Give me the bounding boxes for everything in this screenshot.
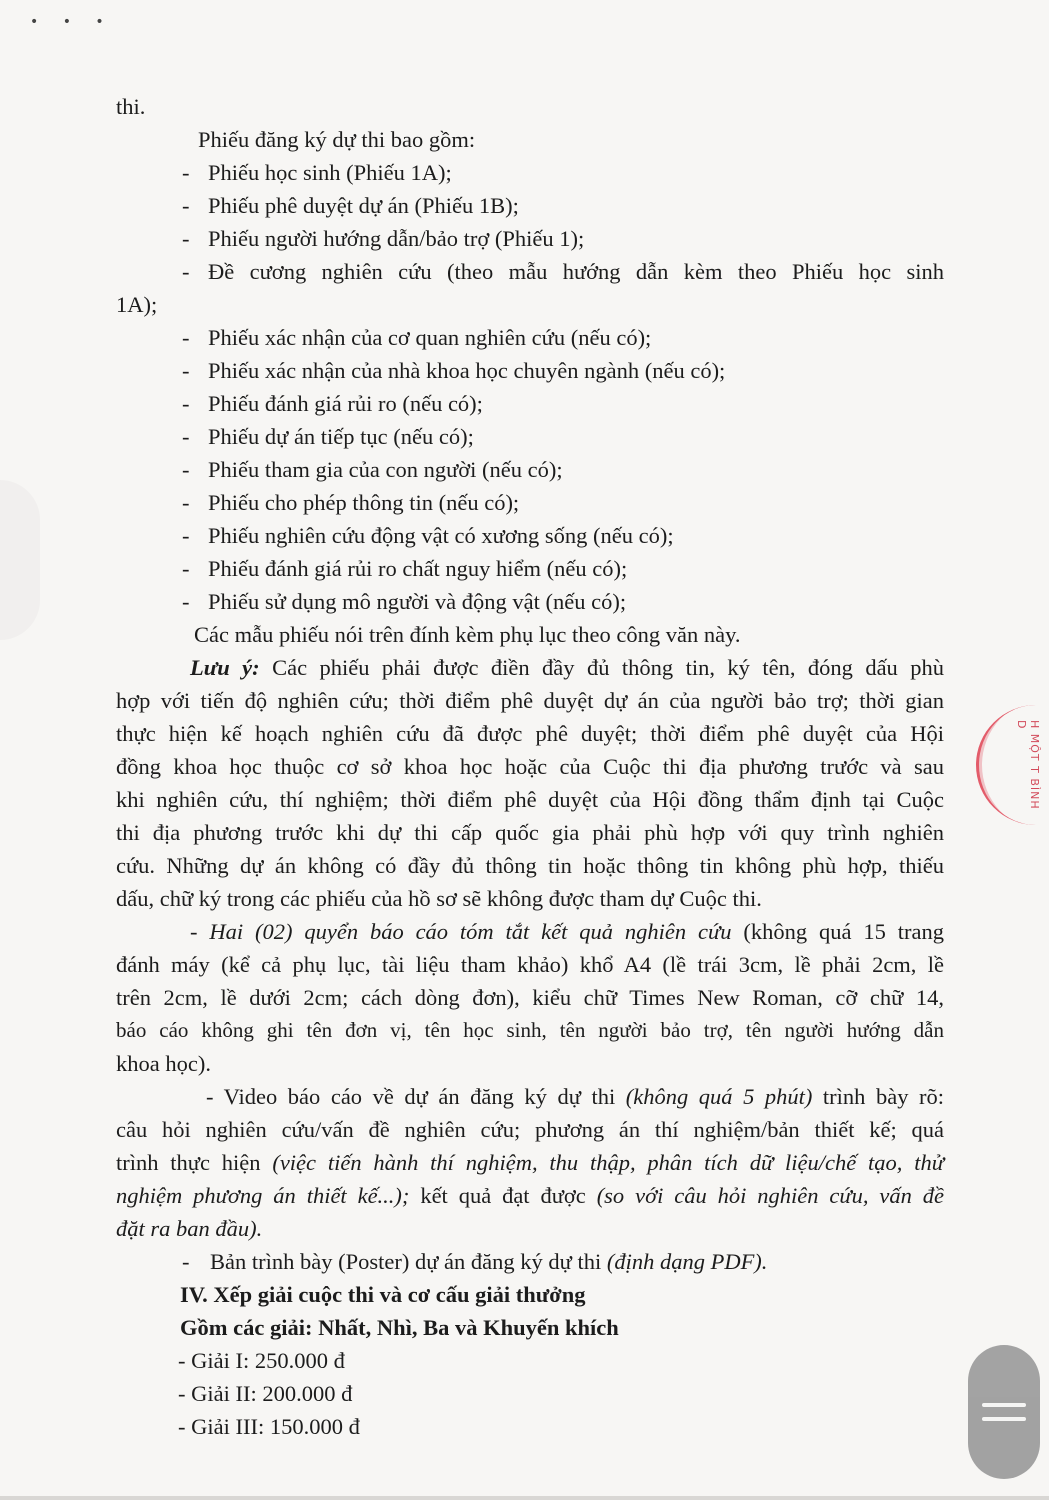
prize-item: - Giải I: 250.000 đ (178, 1348, 345, 1373)
list-item: - Phiếu xác nhận của nhà khoa học chuyên ngành (nếu có); (182, 358, 726, 383)
text-line: 1A); (116, 292, 158, 317)
page-shadow (0, 480, 40, 640)
section-heading: IV. Xếp giải cuộc thi và cơ cấu giải thưởng (180, 1282, 586, 1307)
prize-item: - Giải III: 150.000 đ (178, 1414, 360, 1439)
list-item: - Phiếu nghiên cứu động vật có xương sống (nếu có); (182, 523, 674, 548)
list-item: - Phiếu dự án tiếp tục (nếu có); (182, 424, 474, 449)
text-line: khoa học). (116, 1051, 211, 1076)
text-line: nghiệm phương án thiết kế...); kết quả đạt được (so với câu hỏi nghiên cứu, vấn đề (116, 1183, 945, 1208)
document-body (116, 90, 944, 1443)
text-line: đánh máy (kể cả phụ lục, tài liệu tham khảo) khổ A4 (lề trái 3cm, lề phải 2cm, lề (116, 952, 944, 977)
list-item: - Phiếu học sinh (Phiếu 1A); (182, 160, 452, 185)
list-item: - Phiếu tham gia của con người (nếu có); (182, 457, 563, 482)
text-line: hợp với tiến độ nghiên cứu; thời điểm phê duyệt dự án của người bảo trợ; thời gian (116, 688, 944, 713)
poster-item: - Bản trình bày (Poster) dự án đăng ký dự thi (định dạng PDF). (182, 1249, 768, 1274)
text-line: trên 2cm, lề dưới 2cm; cách dòng đơn), kiểu chữ Times New Roman, cỡ chữ 14, (116, 985, 944, 1010)
text-line: dấu, chữ ký trong các phiếu của hồ sơ sẽ không được tham dự Cuộc thi. (116, 886, 762, 911)
list-item: - Phiếu người hướng dẫn/bảo trợ (Phiếu 1); (182, 226, 585, 251)
page-bottom-edge (0, 1496, 1049, 1500)
text-line: Phiếu đăng ký dự thi bao gồm: (198, 127, 476, 152)
text-line: đồng khoa học thuộc cơ sở khoa học hoặc của Cuộc thi địa phương trước và sau (116, 754, 944, 779)
prize-item: - Giải II: 200.000 đ (178, 1381, 353, 1406)
menu-icon (982, 1403, 1026, 1407)
text-line: cứu. Những dự án không có đầy đủ thông tin hoặc thông tin không phù hợp, thiếu (116, 853, 944, 878)
stamp-text: H MỘT T BÌNH D (1015, 720, 1041, 810)
list-item: - Phiếu sử dụng mô người và động vật (nếu có); (182, 589, 627, 614)
text-line: báo cáo không ghi tên đơn vị, tên học sinh, tên người bảo trợ, tên người hướng dẫn (116, 1018, 944, 1042)
list-item: - Phiếu cho phép thông tin (nếu có); (182, 490, 520, 515)
text-line: thi địa phương trước khi dự thi cấp quốc gia phải phù hợp với quy trình nghiên (116, 820, 944, 845)
text-line: trình thực hiện (việc tiến hành thí nghiệm, thu thập, phân tích dữ liệu/chế tạo, thử (116, 1150, 944, 1175)
note-label: Lưu ý: (190, 655, 260, 680)
scan-dots: • • • (30, 14, 114, 30)
text-line: đặt ra ban đầu). (116, 1216, 263, 1241)
list-item: - Phiếu xác nhận của cơ quan nghiên cứu (nếu có); (182, 325, 652, 350)
list-item: - Phiếu đánh giá rủi ro chất nguy hiểm (nếu có); (182, 556, 628, 581)
text-line: thi. (116, 94, 146, 119)
video-paragraph-first: - Video báo cáo về dự án đăng ký dự thi (không quá 5 phút) trình bày rõ: (206, 1084, 944, 1109)
section-subheading: Gồm các giải: Nhất, Nhì, Ba và Khuyến khích (180, 1315, 619, 1340)
menu-floating-button[interactable] (968, 1345, 1040, 1479)
text-line: khi nghiên cứu, thí nghiệm; thời điểm phê duyệt của Hội đồng thẩm định tại Cuộc (116, 787, 944, 812)
list-item: - Đề cương nghiên cứu (theo mẫu hướng dẫn kèm theo Phiếu học sinh (182, 259, 944, 284)
report-paragraph-first: - Hai (02) quyển báo cáo tóm tắt kết quả nghiên cứu (không quá 15 trang (190, 919, 944, 944)
text-line: câu hỏi nghiên cứu/vấn đề nghiên cứu; phương án thí nghiệm/bản thiết kế; quá (116, 1117, 944, 1142)
list-item: - Phiếu phê duyệt dự án (Phiếu 1B); (182, 193, 519, 218)
text-line: thực hiện kế hoạch nghiên cứu đã được phê duyệt; thời điểm phê duyệt của Hội (116, 721, 944, 746)
text-line: Các mẫu phiếu nói trên đính kèm phụ lục theo công văn này. (194, 622, 741, 647)
list-item: - Phiếu đánh giá rủi ro (nếu có); (182, 391, 483, 416)
note-paragraph-first: Lưu ý: Các phiếu phải được điền đầy đủ thông tin, ký tên, đóng dấu phù (190, 655, 944, 680)
menu-icon-bar (982, 1417, 1026, 1421)
